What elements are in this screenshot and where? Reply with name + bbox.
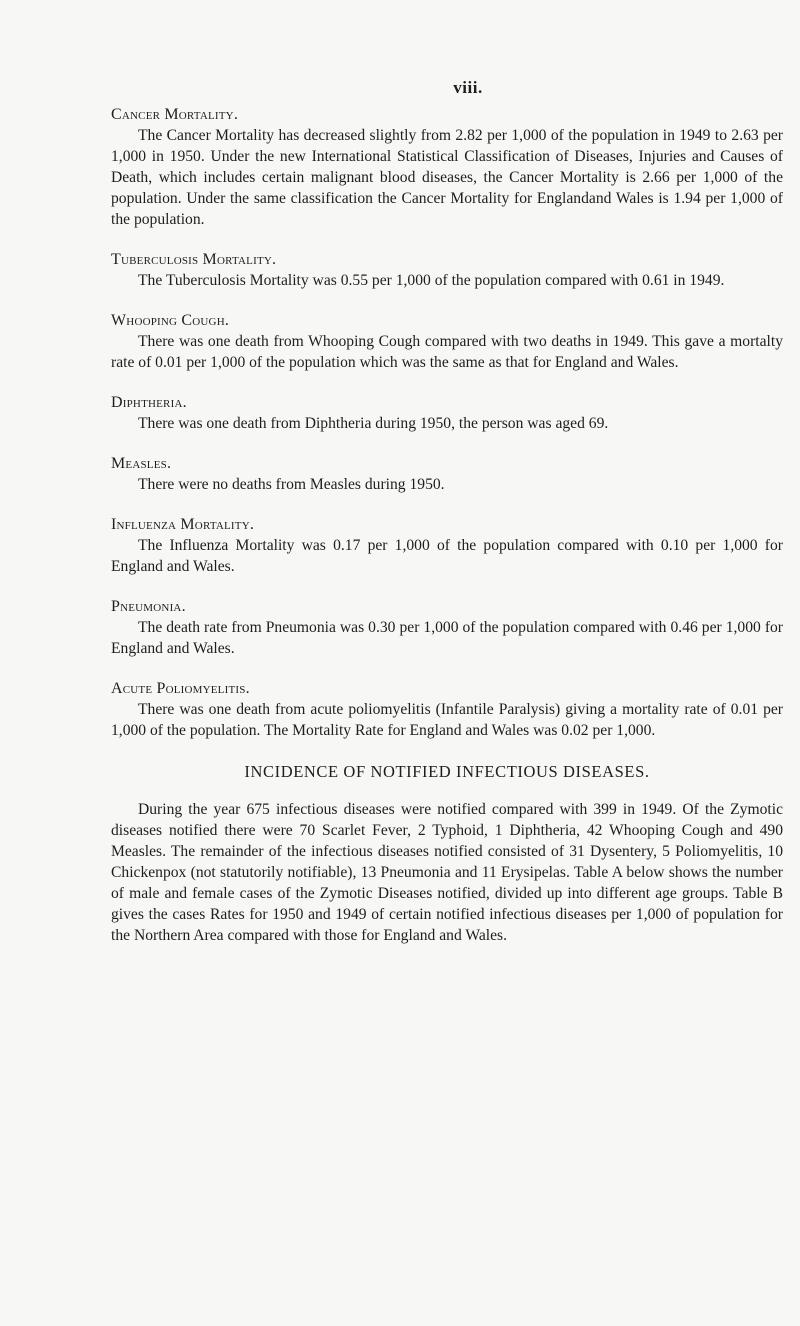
section-heading: Tuberculosis Mortality. bbox=[111, 251, 277, 268]
section-heading: Diphtheria. bbox=[111, 394, 187, 411]
section-body: There was one death from Whooping Cough compared with two deaths in 1949. This gave a mortalty rate of 0.01 per 1,000 of the population which was the same as that for England and Wales. bbox=[111, 333, 783, 371]
section-acute-poliomyelitis bbox=[111, 678, 783, 741]
document-page bbox=[111, 78, 783, 946]
section-heading: Acute Poliomyelitis. bbox=[111, 680, 250, 697]
section-pneumonia bbox=[111, 596, 783, 659]
section-tuberculosis-mortality bbox=[111, 249, 783, 291]
section-body: The Tuberculosis Mortality was 0.55 per 1,000 of the population compared with 0.61 in 1949. bbox=[138, 272, 725, 289]
section-heading: Pneumonia. bbox=[111, 598, 186, 615]
section-body: The death rate from Pneumonia was 0.30 per 1,000 of the population compared with 0.46 per 1,000 for England and Wales. bbox=[111, 619, 783, 657]
section-heading: Influenza Mortality. bbox=[111, 516, 255, 533]
section-body: There were no deaths from Measles during 1950. bbox=[138, 476, 445, 493]
section-measles bbox=[111, 453, 783, 495]
incidence-heading: INCIDENCE OF NOTIFIED INFECTIOUS DISEASES. bbox=[244, 762, 650, 781]
section-body: There was one death from Diphtheria during 1950, the person was aged 69. bbox=[138, 415, 609, 432]
incidence-body: During the year 675 infectious diseases were notified compared with 399 in 1949. Of the Zymotic diseases notified there were 70 Scarlet Fever, 2 Typhoid, 1 Diphtheria, 42 Whooping Cough and 490 Measles. The remainder of the infectious diseases notified consisted of 31 Dysentery, 5 Poliomyelitis, 10 Chickenpox (not statutorily notifiable), 13 Pneumonia and 11 Erysipelas. Table A below shows the number of male and female cases of the Zymotic Diseases notified, divided up into different age groups. Table B gives the cases Rates for 1950 and 1949 of certain notified infectious diseases per 1,000 of population for the Northern Area compared with those for England and Wales. bbox=[111, 801, 783, 944]
section-whooping-cough bbox=[111, 310, 783, 373]
section-diphtheria bbox=[111, 392, 783, 434]
section-body: The Cancer Mortality has decreased slightly from 2.82 per 1,000 of the population in 1949 to 2.63 per 1,000 in 1950. Under the new International Statistical Classification of Diseases, Injuries and Causes of Death, which includes certain malignant blood diseases, the Cancer Mortality is 2.66 per 1,000 of the population. Under the same classification the Cancer Mortality for Englandand Wales is 1.94 per 1,000 of the population. bbox=[111, 127, 783, 228]
section-heading: Whooping Cough. bbox=[111, 312, 230, 329]
page-number: viii. bbox=[453, 78, 483, 97]
section-heading: Measles. bbox=[111, 455, 172, 472]
section-influenza-mortality bbox=[111, 514, 783, 577]
section-body: There was one death from acute poliomyelitis (Infantile Paralysis) giving a mortality rate of 0.01 per 1,000 of the population. The Mortality Rate for England and Wales was 0.02 per 1,000. bbox=[111, 701, 783, 739]
section-heading: Cancer Mortality. bbox=[111, 106, 239, 123]
section-body: The Influenza Mortality was 0.17 per 1,000 of the population compared with 0.10 per 1,000 for England and Wales. bbox=[111, 537, 783, 575]
section-cancer-mortality bbox=[111, 104, 783, 230]
